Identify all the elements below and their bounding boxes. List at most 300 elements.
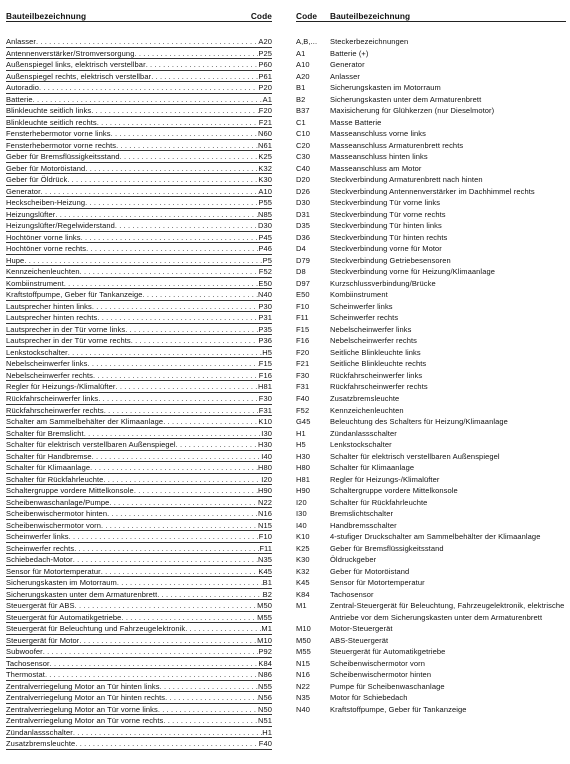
- component-code: P30: [258, 301, 272, 311]
- component-description: Regler für Heizungs-/Klimalüfter: [330, 474, 440, 484]
- component-name: Rückfahrscheinwerfer rechts: [6, 405, 104, 415]
- component-description: 4-stufiger Druckschalter am Sammelbehälter der Klimaanlage: [330, 532, 541, 542]
- dot-leader: [121, 612, 257, 623]
- list-item: [296, 497, 566, 509]
- component-code: F16: [258, 370, 272, 380]
- component-description: Steckverbindung Tür vorne rechts: [330, 209, 446, 219]
- dot-leader: [163, 416, 258, 427]
- component-name: Steuergerät für Motor: [6, 635, 80, 645]
- component-code: H90: [257, 486, 272, 496]
- list-item: [296, 163, 566, 175]
- component-code: H1: [296, 428, 306, 438]
- dot-leader: [45, 669, 258, 680]
- component-description: Motor-Steuergerät: [330, 624, 393, 634]
- component-code: N40: [257, 290, 272, 300]
- component-code: F20: [296, 347, 310, 357]
- list-item: [296, 82, 566, 94]
- component-description: Masseanschluss vorne links: [330, 129, 426, 139]
- table-row: [6, 301, 272, 313]
- component-code: N40: [296, 704, 311, 714]
- list-item: [296, 393, 566, 405]
- component-code: I40: [296, 520, 307, 530]
- dot-leader: [101, 566, 259, 577]
- component-name: Außenspiegel rechts, elektrisch verstellbar: [6, 71, 152, 81]
- component-name: Lautsprecher hinten links: [6, 301, 92, 311]
- component-code: B1: [296, 83, 306, 93]
- component-name: Steuergerät für ABS: [6, 601, 75, 611]
- dot-leader: [107, 508, 258, 519]
- table-row: [6, 151, 272, 163]
- list-item: [296, 347, 566, 359]
- component-name: Autoradio: [6, 83, 40, 93]
- dot-leader: [111, 128, 258, 139]
- component-code: N51: [257, 716, 272, 726]
- list-item: [296, 543, 566, 555]
- component-description: Steckverbindung vorne für Heizung/Klimaanlage: [330, 267, 496, 277]
- component-description: Steckverbindung Antennenverstärker im Dachhimmel rechts: [330, 186, 535, 196]
- component-code: K32: [258, 163, 272, 173]
- component-name: Hochtöner vorne links: [6, 232, 81, 242]
- component-code: N61: [257, 140, 272, 150]
- dot-leader: [146, 59, 259, 70]
- component-name: Nebelscheinwerfer rechts: [6, 370, 94, 380]
- table-row: [6, 335, 272, 347]
- dot-leader: [131, 335, 259, 346]
- component-name: Schiebedach-Motor: [6, 555, 73, 565]
- component-description: Anlasser: [330, 71, 360, 81]
- dot-leader: [33, 94, 263, 105]
- component-name: Subwoofer: [6, 647, 43, 657]
- component-code: C30: [296, 152, 311, 162]
- table-row: [6, 474, 272, 486]
- component-code: D36: [296, 232, 311, 242]
- component-description: Handbremsschalter: [330, 520, 397, 530]
- table-row: [6, 727, 272, 739]
- right-table-body: [296, 36, 566, 715]
- component-code: N22: [257, 497, 272, 507]
- component-description: Scheinwerfer rechts: [330, 313, 399, 323]
- component-description: Sicherungskasten im Motorraum: [330, 83, 441, 93]
- component-code: N55: [257, 681, 272, 691]
- list-item: [296, 289, 566, 301]
- component-code: N15: [296, 658, 311, 668]
- component-code: F31: [258, 405, 272, 415]
- component-code: K30: [296, 555, 310, 565]
- list-item: [296, 197, 566, 209]
- dot-leader: [91, 105, 259, 116]
- component-code: I30: [261, 428, 272, 438]
- component-code: I20: [261, 474, 272, 484]
- component-code: F10: [296, 301, 310, 311]
- component-code: M10: [296, 624, 311, 634]
- right-header-name: Bauteilbezeichnung: [330, 11, 411, 21]
- component-description: Steckerbezeichnungen: [330, 37, 409, 46]
- component-description: Seitliche Blinkleuchte rechts: [330, 359, 427, 369]
- dot-leader: [24, 255, 262, 266]
- component-code: G45: [296, 417, 311, 427]
- component-code: P35: [258, 324, 272, 334]
- component-name: Thermostat: [6, 670, 45, 680]
- component-name: Anlasser: [6, 37, 36, 46]
- component-name: Fensterhebermotor vorne rechts: [6, 140, 117, 150]
- component-name: Heckscheiben-Heizung: [6, 198, 86, 208]
- table-row: [6, 381, 272, 393]
- component-name: Geber für Bremsflüssigkeitsstand: [6, 152, 120, 162]
- component-name: Zusatzbremsleuchte: [6, 739, 76, 749]
- left-header-name: Bauteilbezeichnung: [6, 11, 87, 21]
- right-header-code: Code: [296, 11, 318, 21]
- component-code: P46: [258, 244, 272, 254]
- component-description: Rückfahrscheinwerfer links: [330, 370, 423, 380]
- component-code: D97: [296, 278, 311, 288]
- component-code: P5: [262, 255, 272, 265]
- component-name: Generator: [6, 186, 41, 196]
- component-code: N60: [257, 129, 272, 139]
- table-row: [6, 589, 272, 601]
- component-name: Lautsprecher in der Tür vorne links: [6, 324, 126, 334]
- table-row: [6, 439, 272, 451]
- component-code: D30: [296, 198, 311, 208]
- component-code: F40: [258, 739, 272, 749]
- table-row: [6, 692, 272, 704]
- dot-leader: [117, 577, 263, 588]
- component-description: Nebelscheinwerfer links: [330, 324, 412, 334]
- component-code: D4: [296, 244, 306, 254]
- dot-leader: [73, 727, 262, 738]
- component-code: M55: [257, 612, 272, 622]
- component-code: P92: [258, 647, 272, 657]
- list-item: [296, 554, 566, 566]
- component-code: I30: [296, 509, 307, 519]
- list-item: [296, 140, 566, 152]
- dot-leader: [68, 347, 262, 358]
- dot-leader: [39, 82, 258, 93]
- table-row: [6, 105, 272, 117]
- component-code: K45: [296, 578, 310, 588]
- component-description: Steckverbindung Armaturenbrett nach hinten: [330, 175, 483, 185]
- component-code: P31: [258, 313, 272, 323]
- dot-leader: [73, 554, 258, 565]
- dot-leader: [92, 301, 258, 312]
- component-description: Scheibenwischermotor vorn: [330, 658, 426, 668]
- table-row: [6, 531, 272, 543]
- component-description: Schaltergruppe vordere Mittelkonsole: [330, 486, 458, 496]
- component-name: Geber für Motoröistand: [6, 163, 86, 173]
- table-row: [6, 520, 272, 532]
- component-code: F15: [296, 324, 310, 334]
- component-description: Steckverbindung Tür vorne links: [330, 198, 441, 208]
- component-name: Schalter für elektrisch verstellbaren Außenspiegel: [6, 440, 176, 450]
- component-code: I20: [296, 497, 307, 507]
- component-description: Nebelscheinwerfer rechts: [330, 336, 418, 346]
- component-code: N22: [296, 681, 311, 691]
- table-row: [6, 94, 272, 106]
- component-description: Scheinwerfer links: [330, 301, 393, 311]
- left-table: [6, 6, 272, 750]
- component-name: Schaltergruppe vordere Mittelkonsole: [6, 486, 134, 496]
- table-row: [6, 243, 272, 255]
- dot-leader: [75, 738, 258, 749]
- component-code: K10: [296, 532, 310, 542]
- list-item: [296, 301, 566, 313]
- list-item: [296, 220, 566, 232]
- table-row: [6, 232, 272, 244]
- component-code: P45: [258, 232, 272, 242]
- component-name: Rückfahrscheinwerfer links: [6, 393, 99, 403]
- dot-leader: [104, 405, 259, 416]
- component-code: H30: [296, 451, 311, 461]
- component-description: Beleuchtung des Schalters für Heizung/Klimaanlage: [330, 417, 508, 427]
- component-code: K45: [258, 566, 272, 576]
- component-name: Heizungslüfter: [6, 209, 56, 219]
- component-code: D26: [296, 186, 311, 196]
- component-description: Steckverbindung Tür hinten rechts: [330, 232, 448, 242]
- right-table: [296, 6, 566, 715]
- table-row: [6, 543, 272, 555]
- list-item: [296, 71, 566, 83]
- table-row: [6, 704, 272, 716]
- component-description: Öldruckgeber: [330, 555, 377, 565]
- component-name: Steuergerät für Beleuchtung und Fahrzeugelektronik: [6, 624, 186, 634]
- component-name: Sicherungskasten im Motorraum: [6, 578, 117, 588]
- list-item: [296, 117, 566, 129]
- component-code: C1: [296, 117, 306, 127]
- dot-leader: [185, 623, 261, 634]
- component-code: F52: [258, 267, 272, 277]
- dot-leader: [84, 428, 262, 439]
- list-item: [296, 416, 566, 428]
- component-code: M10: [257, 635, 272, 645]
- table-row: [6, 497, 272, 509]
- left-table-body: [6, 36, 272, 750]
- dot-leader: [116, 140, 258, 151]
- component-name: Schalter für Bremslicht: [6, 428, 84, 438]
- component-description: Lenkstockschalter: [330, 440, 392, 450]
- component-code: C10: [296, 129, 311, 139]
- list-item: [296, 381, 566, 393]
- list-item: [296, 94, 566, 106]
- dot-leader: [67, 174, 258, 185]
- component-description: Zentral-Steuergerät für Beleuchtung, Fahrzeugelektronik, elektrische Antriebe vor dem Sicherungskasten unter dem Armaturenbrett: [330, 601, 565, 622]
- component-description: Maxisicherung für Glühkerzen (nur Dieselmotor): [330, 106, 495, 116]
- right-table-header: [296, 6, 566, 22]
- table-row: [6, 566, 272, 578]
- table-row: [6, 312, 272, 324]
- component-code: H30: [257, 440, 272, 450]
- list-item: [296, 485, 566, 497]
- component-name: Lenkstockschalter: [6, 347, 68, 357]
- dot-leader: [109, 497, 258, 508]
- list-item: [296, 704, 566, 716]
- list-item: [296, 209, 566, 221]
- component-name: Scheibenwischermotor vorn: [6, 520, 102, 530]
- dot-leader: [97, 117, 259, 128]
- component-code: H81: [257, 382, 272, 392]
- component-name: Schalter am Sammelbehälter der Klimaanlage: [6, 417, 164, 427]
- component-description: Rückfahrscheinwerfer rechts: [330, 382, 428, 392]
- list-item: [296, 520, 566, 532]
- list-item: [296, 566, 566, 578]
- component-name: Zentralverriegelung Motor an Tür vorne rechts: [6, 716, 164, 726]
- component-code: K25: [296, 543, 310, 553]
- component-name: Scheibenwischermotor hinten: [6, 509, 108, 519]
- dot-leader: [115, 220, 258, 231]
- component-code: B2: [296, 94, 306, 104]
- table-row: [6, 174, 272, 186]
- list-item: [296, 669, 566, 681]
- component-code: H81: [296, 474, 311, 484]
- component-description: Kraftstoffpumpe, Geber für Tankanzeige: [330, 704, 467, 714]
- component-code: A20: [258, 37, 272, 46]
- component-code: P61: [258, 71, 272, 81]
- table-row: [6, 289, 272, 301]
- list-item: [296, 186, 566, 198]
- component-name: Batterie: [6, 94, 33, 104]
- component-code: N15: [257, 520, 272, 530]
- component-code: D79: [296, 255, 311, 265]
- table-row: [6, 428, 272, 440]
- dot-leader: [80, 266, 259, 277]
- list-item: [296, 48, 566, 60]
- component-name: Hupe: [6, 255, 25, 265]
- component-code: N35: [257, 555, 272, 565]
- component-name: Schalter für Rückfahrleuchte: [6, 474, 104, 484]
- table-row: [6, 128, 272, 140]
- component-code: A20: [296, 71, 310, 81]
- table-row: [6, 635, 272, 647]
- component-description: Geber für Motoröistand: [330, 566, 410, 576]
- component-code: C40: [296, 163, 311, 173]
- table-row: [6, 623, 272, 635]
- dot-leader: [143, 289, 258, 300]
- list-item: [296, 681, 566, 693]
- table-row: [6, 393, 272, 405]
- component-name: Blinkleuchte seitlich links: [6, 106, 92, 116]
- component-description: Zusatzbremsleuchte: [330, 393, 400, 403]
- dot-leader: [160, 681, 258, 692]
- component-description: Sensor für Motortemperatur: [330, 578, 425, 588]
- component-name: Blinkleuchte seitlich rechts: [6, 117, 97, 127]
- list-item: [296, 232, 566, 244]
- component-code: D35: [296, 221, 311, 231]
- table-row: [6, 600, 272, 612]
- table-row: [6, 715, 272, 727]
- list-item: [296, 508, 566, 520]
- list-item: [296, 646, 566, 658]
- table-row: [6, 405, 272, 417]
- component-code: F11: [259, 543, 272, 553]
- component-description: Generator: [330, 60, 365, 70]
- list-item: [296, 278, 566, 290]
- list-item: [296, 128, 566, 140]
- dot-leader: [85, 163, 258, 174]
- dot-leader: [134, 48, 258, 59]
- table-row: [6, 358, 272, 370]
- list-item: [296, 692, 566, 704]
- component-code: E50: [258, 278, 272, 288]
- list-item: [296, 474, 566, 486]
- component-code: P20: [258, 83, 272, 93]
- list-item: [296, 266, 566, 278]
- dot-leader: [134, 485, 258, 496]
- list-item: [296, 658, 566, 670]
- dot-leader: [85, 197, 258, 208]
- component-code: H1: [262, 727, 272, 737]
- list-item: [296, 255, 566, 267]
- component-description: Motor für Schiebedach: [330, 693, 408, 703]
- dot-leader: [158, 704, 258, 715]
- dot-leader: [50, 658, 259, 669]
- component-code: F10: [258, 532, 272, 542]
- list-item: [296, 589, 566, 601]
- list-item: [296, 623, 566, 635]
- dot-leader: [75, 600, 258, 611]
- component-description: Bremslichtschalter: [330, 509, 394, 519]
- table-row: [6, 186, 272, 198]
- component-description: Masseanschluss Armaturenbrett rechts: [330, 140, 464, 150]
- dot-leader: [81, 232, 259, 243]
- list-item: [296, 312, 566, 324]
- component-description: ABS-Steuergerät: [330, 635, 389, 645]
- component-code: D31: [296, 209, 311, 219]
- component-name: Schalter für Handbremse: [6, 451, 92, 461]
- component-name: Zentralverriegelung Motor an Tür hinten links: [6, 681, 160, 691]
- list-item: [296, 174, 566, 186]
- component-name: Steuergerät für Automatikgetriebe: [6, 612, 122, 622]
- component-description: Zündanlassschalter: [330, 428, 397, 438]
- list-item: [296, 151, 566, 163]
- list-item: [296, 439, 566, 451]
- component-name: Lautsprecher hinten rechts: [6, 313, 98, 323]
- component-code: B37: [296, 106, 310, 116]
- component-code: F52: [296, 405, 310, 415]
- dot-leader: [97, 312, 258, 323]
- list-item: [296, 405, 566, 417]
- table-row: [6, 347, 272, 359]
- component-name: Sensor für Motortemperatur: [6, 566, 101, 576]
- dot-leader: [92, 451, 262, 462]
- component-name: Kombiinstrument: [6, 278, 64, 288]
- component-code: K25: [258, 152, 272, 162]
- table-row: [6, 370, 272, 382]
- dot-leader: [86, 243, 258, 254]
- dot-leader: [116, 381, 258, 392]
- dot-leader: [74, 543, 259, 554]
- table-row: [6, 669, 272, 681]
- component-code: F21: [258, 117, 272, 127]
- component-description: Kennzeichenleuchten: [330, 405, 404, 415]
- dot-leader: [79, 635, 257, 646]
- component-name: Heizungslüfter/Regelwiderstand: [6, 221, 115, 231]
- dot-leader: [157, 589, 262, 600]
- component-code: F21: [296, 359, 310, 369]
- component-code: M1: [296, 601, 307, 611]
- table-row: [6, 658, 272, 670]
- component-code: H80: [257, 463, 272, 473]
- component-description: Schalter für Rückfahrleuchte: [330, 497, 428, 507]
- component-description: Sicherungskasten unter dem Armaturenbrett: [330, 94, 482, 104]
- component-code: M50: [257, 601, 272, 611]
- table-row: [6, 59, 272, 71]
- dot-leader: [36, 36, 258, 47]
- list-item: [296, 635, 566, 647]
- component-code: N85: [257, 209, 272, 219]
- component-code: N86: [257, 670, 272, 680]
- component-name: Scheinwerfer rechts: [6, 543, 75, 553]
- component-code: D20: [296, 175, 311, 185]
- component-name: Scheibenwaschanlage/Pumpe: [6, 497, 110, 507]
- component-name: Fensterhebermotor vorne links: [6, 129, 111, 139]
